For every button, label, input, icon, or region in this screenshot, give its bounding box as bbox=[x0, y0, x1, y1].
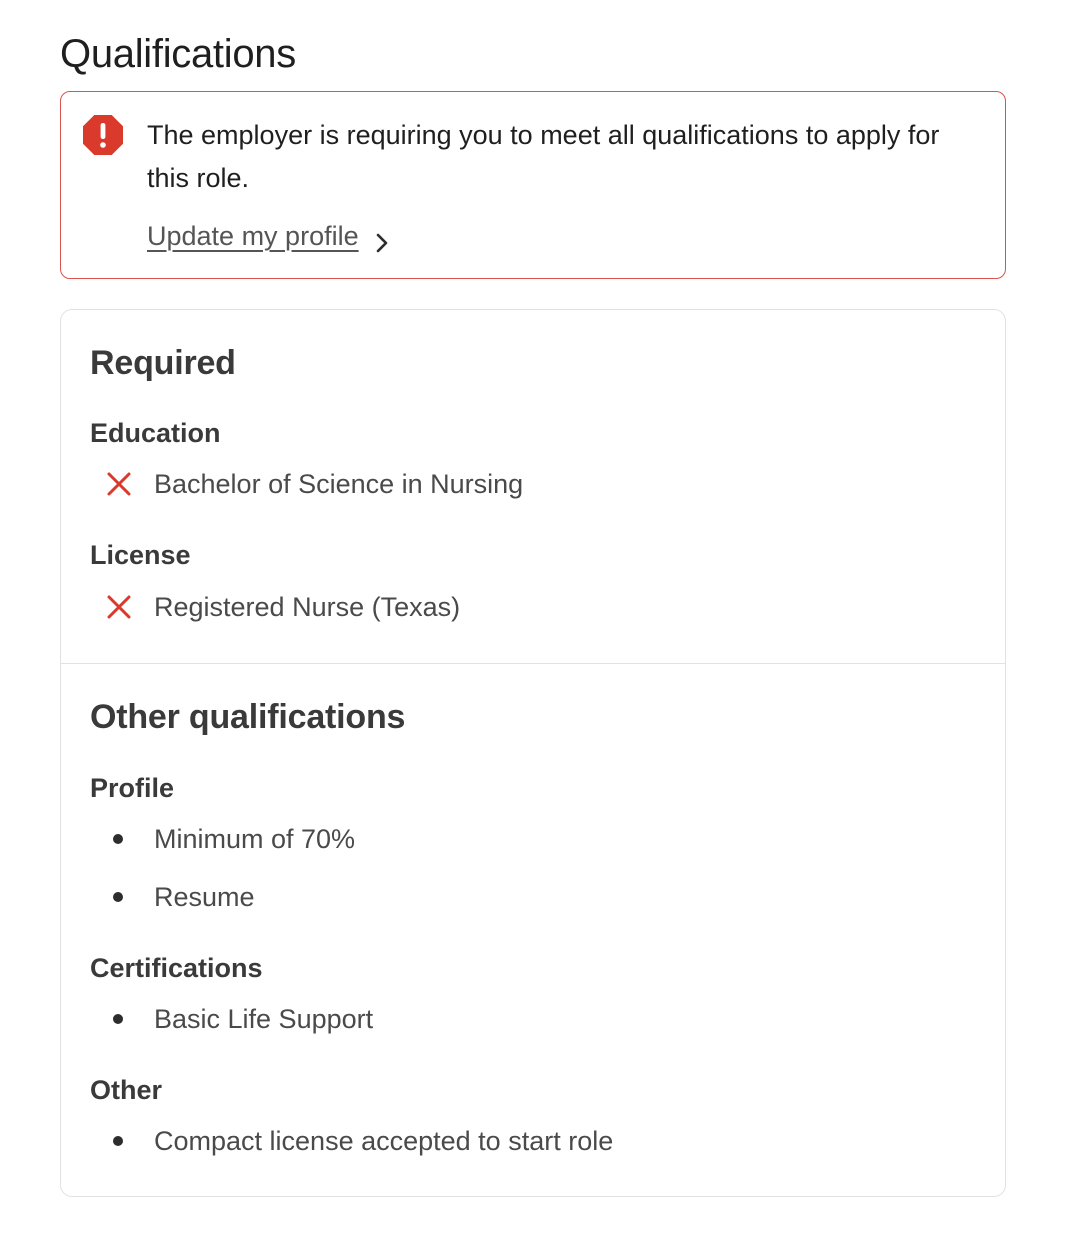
item-label: Basic Life Support bbox=[154, 1004, 374, 1034]
other-group-title: Other bbox=[90, 1075, 163, 1105]
item-label: Minimum of 70% bbox=[154, 824, 356, 854]
item-label: Compact license accepted to start role bbox=[154, 1126, 614, 1156]
list-item bbox=[90, 465, 976, 503]
list-item bbox=[90, 820, 976, 858]
license-group-title: License bbox=[90, 540, 191, 570]
chevron-right-icon bbox=[373, 225, 391, 247]
required-title: Required bbox=[90, 344, 236, 382]
list-item bbox=[90, 1000, 976, 1038]
requirement-alert bbox=[60, 91, 1006, 279]
update-profile-link[interactable] bbox=[147, 216, 391, 256]
exclamation-octagon-icon bbox=[82, 114, 124, 156]
education-group-title: Education bbox=[90, 418, 221, 448]
bullet-icon bbox=[113, 1014, 123, 1024]
required-section bbox=[61, 310, 1005, 664]
other-qualifications-section bbox=[61, 664, 1005, 1196]
item-label: Bachelor of Science in Nursing bbox=[154, 469, 524, 499]
item-label: Resume bbox=[154, 882, 255, 912]
bullet-icon bbox=[113, 1136, 123, 1146]
x-icon bbox=[90, 471, 154, 497]
update-profile-label: Update my profile bbox=[147, 221, 359, 251]
bullet-icon bbox=[113, 892, 123, 902]
x-icon bbox=[90, 594, 154, 620]
list-item bbox=[90, 588, 976, 626]
other-qualifications-title: Other qualifications bbox=[90, 698, 406, 736]
profile-group-title: Profile bbox=[90, 773, 175, 803]
qualifications-panel bbox=[60, 28, 1006, 1197]
page-title: Qualifications bbox=[60, 32, 296, 76]
list-item bbox=[90, 878, 976, 916]
bullet-icon bbox=[113, 834, 123, 844]
item-label: Registered Nurse (Texas) bbox=[154, 592, 461, 622]
certifications-group-title: Certifications bbox=[90, 953, 263, 983]
qualifications-card bbox=[60, 309, 1006, 1197]
alert-message: The employer is requiring you to meet all qualifications to apply for this role. bbox=[147, 120, 940, 193]
list-item bbox=[90, 1122, 976, 1160]
